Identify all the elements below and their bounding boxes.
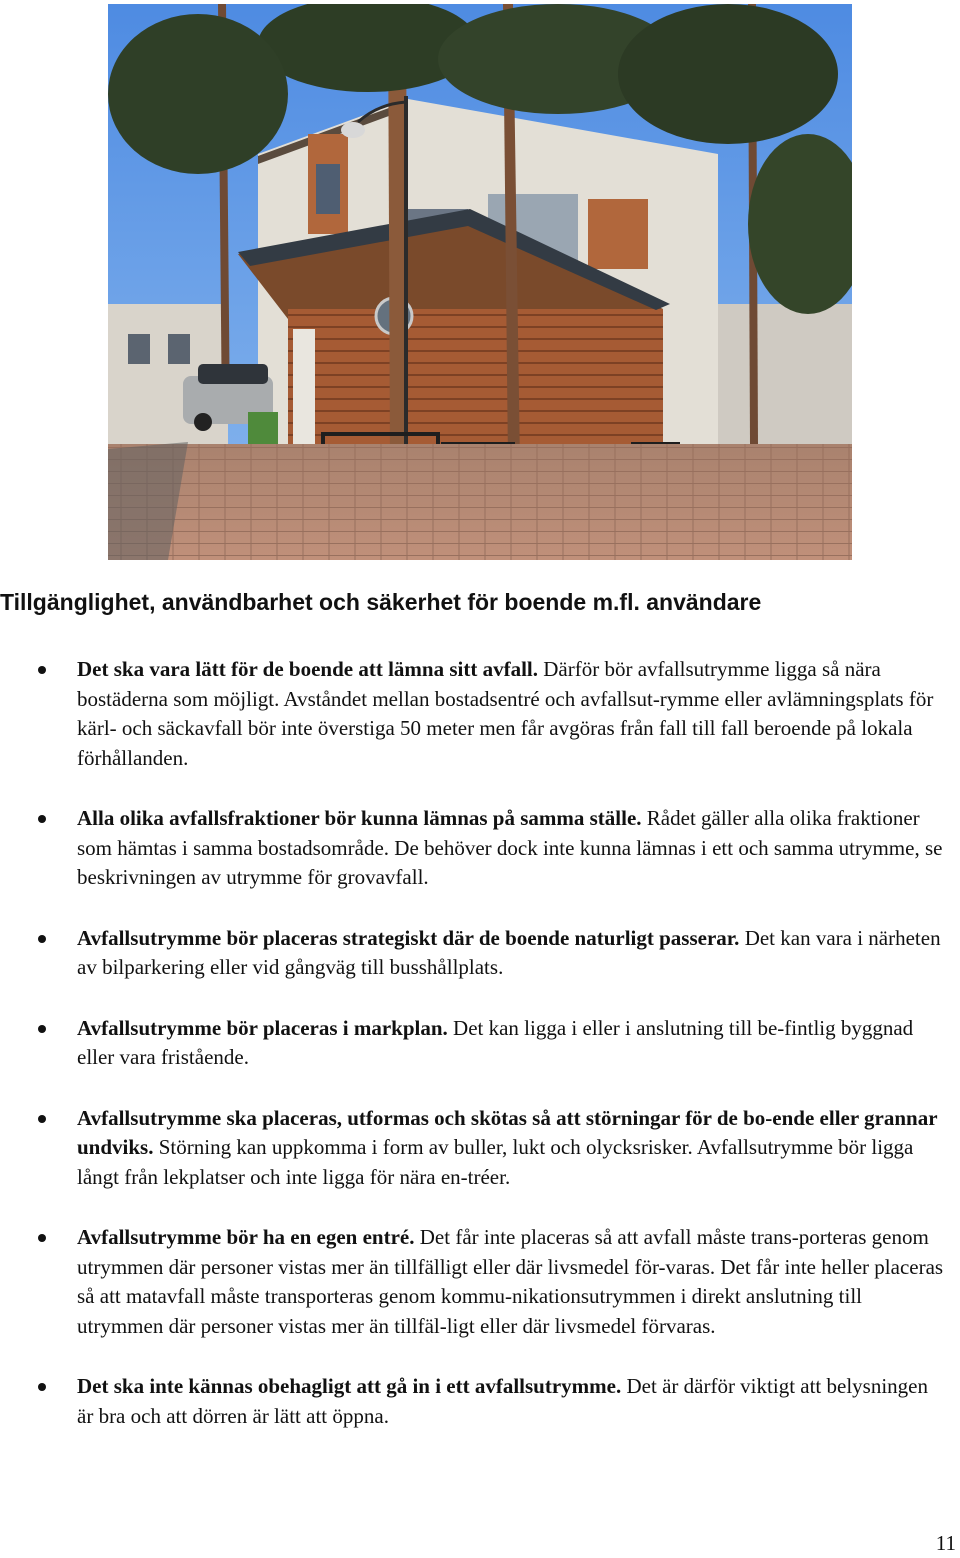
item-lead: Avfallsutrymme bör ha en egen entré.	[77, 1225, 415, 1249]
item-text: Det kan ligga i eller i anslutning till be-fintlig byggnad eller vara fristående.	[77, 1015, 914, 1069]
item-text: Störning kan uppkomma i form av buller, lukt och olycksrisker. Avfallsutrymme bör ligga långt från lekplatser och inte ligga för nära en-tréer.	[77, 1135, 914, 1189]
item-text: Det kan vara i närheten av bilparkering eller vid gångväg till busshållplats.	[77, 925, 941, 979]
item-lead: Avfallsutrymme bör placeras strategiskt där de boende naturligt passerar.	[77, 925, 740, 950]
list-item	[0, 1372, 960, 1431]
item-text: Rådet gäller alla olika fraktioner som hämtas i samma bostadsområde. De behöver dock inte kunna lämnas i ett och samma utrymme, se beskrivningen av utrymme för grovavfall.	[77, 806, 943, 889]
bullet-dot-icon	[38, 1234, 46, 1242]
bullet-dot-icon	[38, 1383, 46, 1391]
item-lead: Det ska inte kännas obehagligt att gå in i ett avfallsutrymme.	[77, 1374, 622, 1398]
guideline-list	[0, 655, 960, 1431]
item-lead: Avfallsutrymme bör placeras i markplan.	[77, 1015, 448, 1040]
item-text: Det får inte placeras så att avfall måste trans-porteras genom utrymmen där personer vistas mer än tillfälligt eller där livsmedel för-varas. Det får inte heller placeras så att matavfall måste transporteras genom kommu-nikationsutrymmen i direkt anslutning till utrymmen där personer vistas mer än tillfäl-ligt eller där livsmedel förvaras.	[77, 1225, 944, 1338]
list-item	[0, 1223, 960, 1341]
item-lead: Det ska vara lätt för de boende att lämna sitt avfall.	[77, 657, 538, 681]
list-item	[0, 804, 960, 893]
bullet-dot-icon	[38, 1025, 46, 1033]
section-heading: Tillgänglighet, användbarhet och säkerhet för boende m.fl. användare	[0, 589, 762, 615]
bullet-dot-icon	[38, 815, 46, 823]
item-text: Därför bör avfallsutrymme ligga så nära bostäderna som möjligt. Avståndet mellan bostadsentré och avfallsut-rymme eller avlämningsplats för kärl- och säckavfall bör inte överstiga 50 meter men får avgöras från fall till fall beroende på lokala förhållanden.	[77, 657, 934, 770]
item-lead: Alla olika avfallsfraktioner bör kunna lämnas på samma ställe.	[77, 806, 642, 830]
list-item	[0, 1104, 960, 1193]
list-item	[0, 655, 960, 773]
item-lead: Avfallsutrymme ska placeras, utformas och skötas så att störningar för de bo-ende eller grannar undviks.	[77, 1105, 938, 1159]
list-item	[0, 1014, 960, 1073]
waste-building-photo	[108, 4, 852, 560]
page-number: 11	[935, 1531, 956, 1555]
item-text: Det är därför viktigt att belysningen är bra och att dörren är lätt att öppna.	[77, 1374, 928, 1428]
bullet-dot-icon	[38, 1115, 46, 1123]
bullet-dot-icon	[38, 666, 46, 674]
list-item	[0, 924, 960, 983]
bullet-dot-icon	[38, 935, 46, 943]
